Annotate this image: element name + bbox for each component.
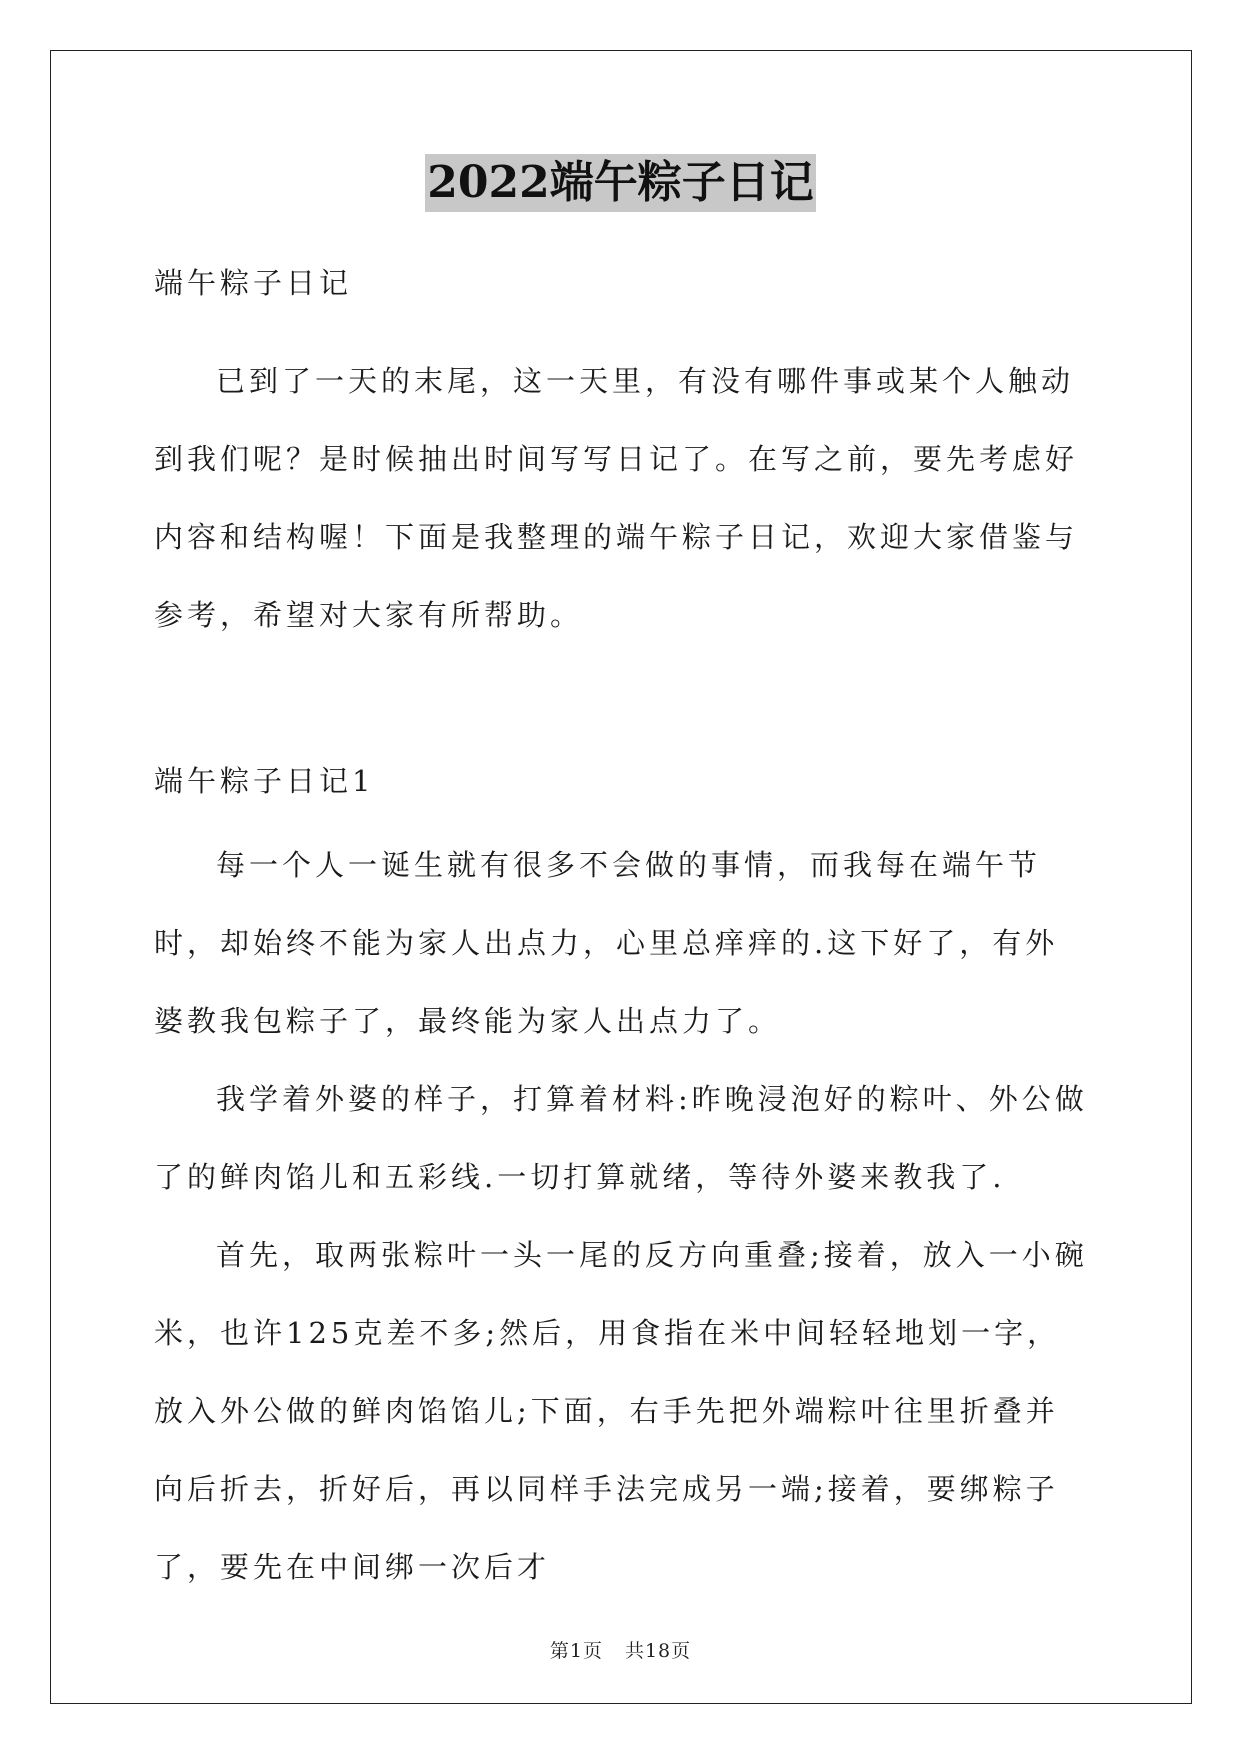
page-total: 共18页 <box>624 1640 692 1662</box>
section-heading: 端午粽子日记1 <box>154 764 375 798</box>
title-container <box>0 154 1241 212</box>
subtitle: 端午粽子日记 <box>154 266 353 300</box>
intro-paragraph: 已到了一天的末尾，这一天里，有没有哪件事或某个人触动到我们呢？是时候抽出时间写写日记了。在写之前，要先考虑好内容和结构喔！下面是我整理的端午粽子日记，欢迎大家借鉴与参考，希望对大家有所帮助。 <box>154 364 1079 632</box>
document-title: 2022端午粽子日记 <box>425 154 815 212</box>
page-footer <box>0 1636 1241 1663</box>
body-paragraph-2: 我学着外婆的样子，打算着材料:昨晚浸泡好的粽叶、外公做了的鲜肉馅儿和五彩线.一切打算就绪，等待外婆来教我了. <box>154 1082 1088 1194</box>
document-body <box>154 256 1089 1606</box>
body-paragraph-3: 首先，取两张粽叶一头一尾的反方向重叠;接着，放入一小碗米，也许125克差不多;然后，用食指在米中间轻轻地划一字，放入外公做的鲜肉馅馅儿;下面，右手先把外端粽叶往里折叠并向后折去，折好后，再以同样手法完成另一端;接着，要绑粽子了，要先在中间绑一次后才 <box>154 1238 1088 1584</box>
page-number: 第1页 <box>549 1640 603 1662</box>
body-paragraph-1: 每一个人一诞生就有很多不会做的事情，而我每在端午节时，却始终不能为家人出点力，心里总痒痒的.这下好了，有外婆教我包粽子了，最终能为家人出点力了。 <box>154 848 1059 1038</box>
